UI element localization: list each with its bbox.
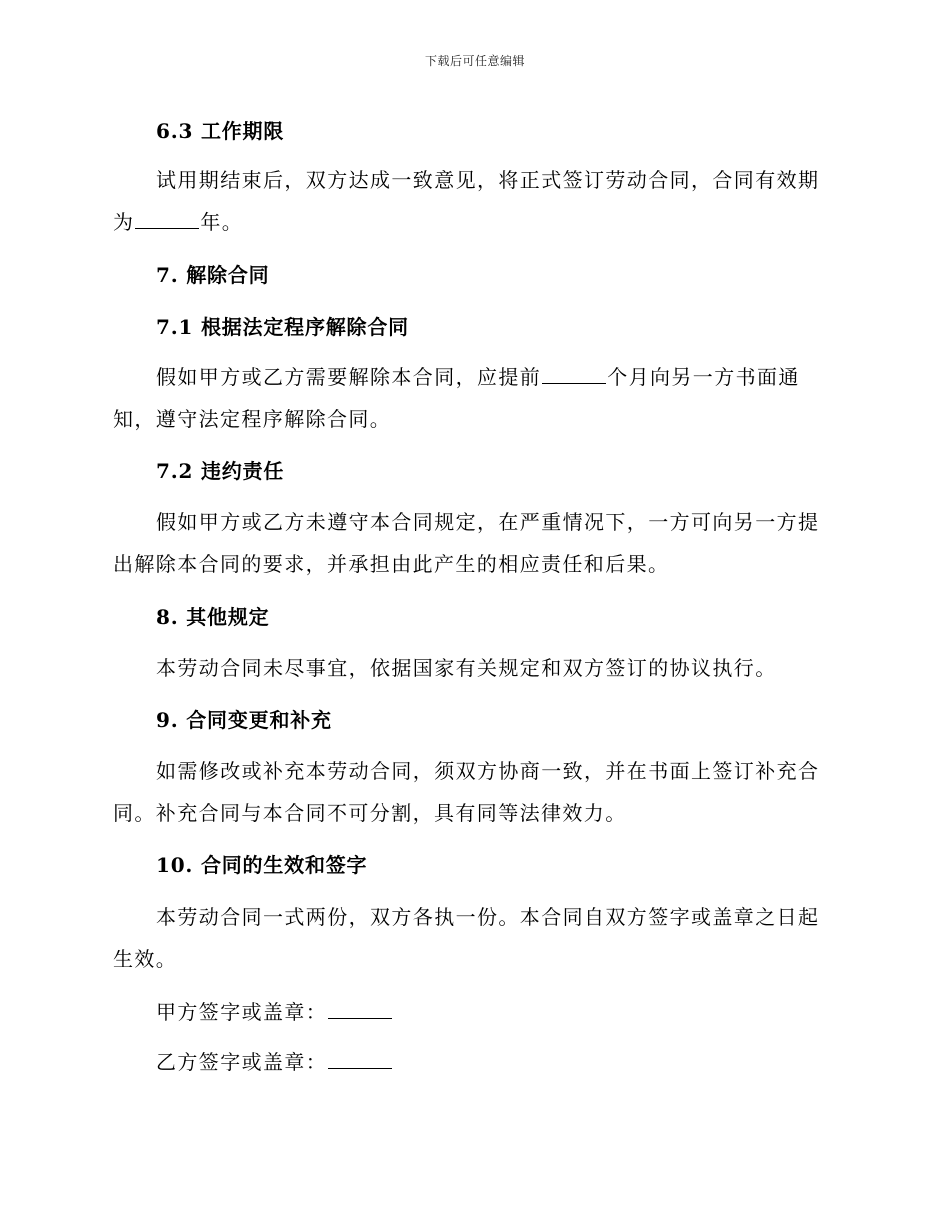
heading-7-2: 7.2 违约责任: [156, 459, 285, 483]
paragraph-line: 本劳动合同一式两份，双方各执一份。本合同自双方签字或盖章之日起: [156, 905, 820, 929]
text-fragment: 个月向另一方书面通: [607, 365, 800, 389]
signature-field-party-a[interactable]: [328, 1018, 392, 1019]
paragraph-7-1: [113, 356, 833, 440]
paragraph-line: [113, 356, 833, 398]
paragraph-line: 出解除本合同的要求，并承担由此产生的相应责任和后果。: [113, 552, 670, 576]
paragraph-line: 如需修改或补充本劳动合同，须双方协商一致，并在书面上签订补充合: [156, 759, 820, 783]
paragraph-line: 生效。: [113, 947, 178, 971]
signature-line-party-a: [113, 991, 833, 1033]
paragraph-line: [113, 991, 833, 1033]
page-header: 下载后可任意编辑: [424, 54, 525, 68]
signature-label-party-a: 甲方签字或盖章：: [156, 1000, 328, 1024]
heading-8: 8. 其他规定: [156, 605, 270, 629]
paragraph-line: 知，遵守法定程序解除合同。: [113, 407, 392, 431]
paragraph-7-2: [113, 501, 833, 585]
heading-10: 10. 合同的生效和签字: [156, 853, 368, 877]
paragraph-10: [113, 896, 833, 980]
heading-9: 9. 合同变更和补充: [156, 708, 332, 732]
signature-field-party-b[interactable]: [328, 1068, 392, 1069]
blank-field-notice-months[interactable]: [542, 383, 606, 384]
paragraph-line: 本劳动合同未尽事宜，依据国家有关规定和双方签订的协议执行。: [156, 656, 777, 680]
paragraph-6-3: [113, 159, 833, 243]
text-fragment: 假如甲方或乙方需要解除本合同，应提前: [156, 365, 542, 389]
heading-7: 7. 解除合同: [156, 263, 270, 287]
blank-field-contract-years[interactable]: [135, 228, 199, 229]
paragraph-line: 同。补充合同与本合同不可分割，具有同等法律效力。: [113, 801, 627, 825]
paragraph-line: [113, 1041, 833, 1083]
text-fragment: 年。: [200, 210, 244, 234]
paragraph-line: 试用期结束后，双方达成一致意见，将正式签订劳动合同，合同有效期: [156, 168, 820, 192]
paragraph-9: [113, 750, 833, 834]
paragraph-line: [113, 201, 833, 243]
heading-6-3: 6.3 工作期限: [156, 119, 285, 143]
heading-7-1: 7.1 根据法定程序解除合同: [156, 315, 409, 339]
signature-label-party-b: 乙方签字或盖章：: [156, 1050, 328, 1074]
signature-line-party-b: [113, 1041, 833, 1083]
text-fragment: 为: [113, 210, 135, 234]
paragraph-line: 假如甲方或乙方未遵守本合同规定，在严重情况下，一方可向另一方提: [156, 510, 820, 534]
paragraph-8: [113, 647, 833, 689]
